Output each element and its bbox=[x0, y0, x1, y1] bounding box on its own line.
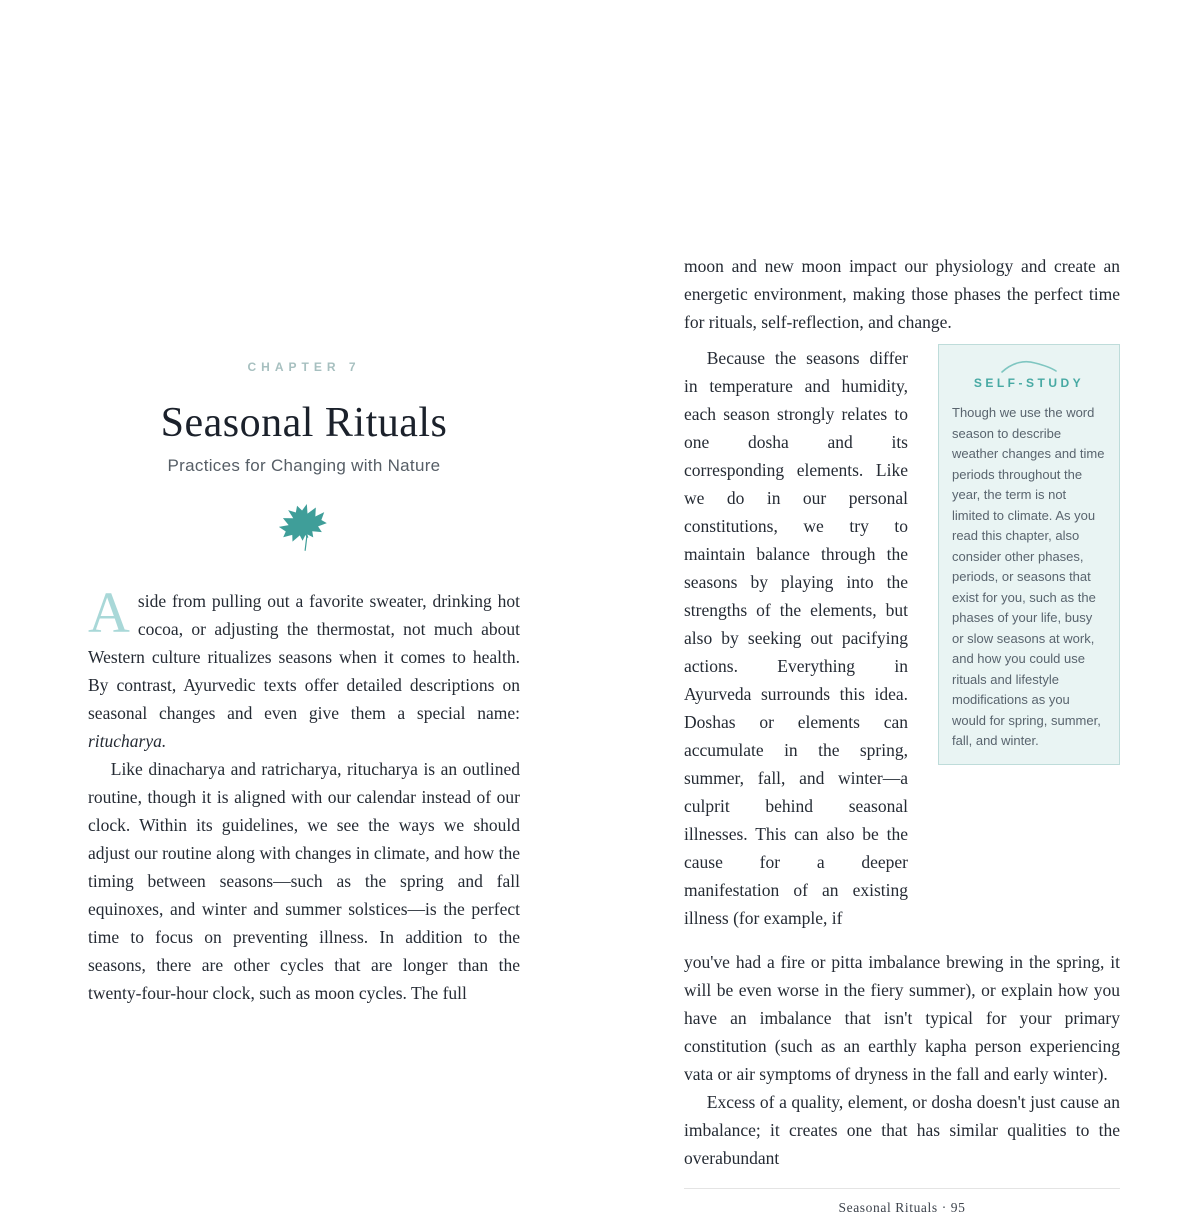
self-study-callout-box bbox=[938, 344, 1120, 765]
paragraph bbox=[88, 580, 520, 755]
chapter-title: Seasonal Rituals bbox=[160, 400, 448, 446]
arc-flourish-icon bbox=[997, 359, 1061, 374]
chapter-number-label: CHAPTER 7 bbox=[247, 360, 361, 374]
paragraph: Excess of a quality, element, or dosha doesn't just cause an imbalance; it creates one that has similar qualities to the overabundant bbox=[684, 1092, 1120, 1168]
paragraph: Like dinacharya and ratricharya, ritucharya is an outlined routine, though it is aligned with our calendar instead of our clock. Within its guidelines, we see the ways we should adjust our routine along with changes in climate, and how the timing between seasons—such as the spring and fall equinoxes, and winter and summer solstices—is the perfect time to focus on preventing illness. In addition to the seasons, there are other cycles that are longer than the twenty-four-hour clock, such as moon cycles. The full bbox=[88, 759, 520, 1003]
narrow-text-column bbox=[684, 344, 908, 932]
chapter-subtitle: Practices for Changing with Nature bbox=[167, 456, 441, 475]
right-page bbox=[684, 252, 1120, 1216]
paragraph: you've had a fire or pitta imbalance brewing in the spring, it will be even worse in the fiery summer), or explain how you have an imbalance that isn't typical for your primary constitution (such as an earthly kapha person experiencing vata or air symptoms of dryness in the fall and early winter). bbox=[684, 952, 1120, 1084]
italic-term: ritucharya. bbox=[88, 731, 167, 751]
drop-cap: A bbox=[88, 580, 130, 645]
text-and-sidebar-columns bbox=[684, 344, 1120, 932]
chapter-ornament bbox=[88, 497, 520, 563]
footer-divider bbox=[684, 1188, 1120, 1189]
paragraph-text: side from pulling out a favorite sweater, drinking hot cocoa, or adjusting the thermostat, not much about Western culture ritualizes seasons when it comes to health. By contrast, Ayurvedic texts offer detailed descriptions on seasonal changes and even give them a special name: bbox=[88, 591, 520, 723]
left-page bbox=[88, 360, 520, 1007]
self-study-label: SELF-STUDY bbox=[973, 376, 1085, 390]
running-footer-page-number: Seasonal Rituals · 95 bbox=[838, 1200, 966, 1215]
maple-leaf-icon bbox=[275, 496, 333, 565]
paragraph: moon and new moon impact our physiology and create an energetic environment, making those phases the perfect time for rituals, self-reflection, and change. bbox=[684, 256, 1120, 332]
self-study-text: Though we use the word season to describe weather changes and time periods throughout the year, the term is not limited to climate. As you read this chapter, also consider other phases, periods, or seasons that exist for you, such as the phases of your life, busy or slow seasons at work, and how you could use rituals and lifestyle modifications as you would for spring, summer, fall, and winter. bbox=[952, 405, 1105, 748]
paragraph: Because the seasons differ in temperature and humidity, each season strongly relates to one dosha and its corresponding elements. Like we do in our personal constitutions, we try to maintain balance through the seasons by playing into the strengths of the elements, but also by seeking out pacifying actions. Everything in Ayurveda surrounds this idea. Doshas or elements can accumulate in the spring, summer, fall, and winter—a culprit behind seasonal illnesses. This can also be the cause for a deeper manifestation of an existing illness (for example, if bbox=[684, 348, 908, 928]
